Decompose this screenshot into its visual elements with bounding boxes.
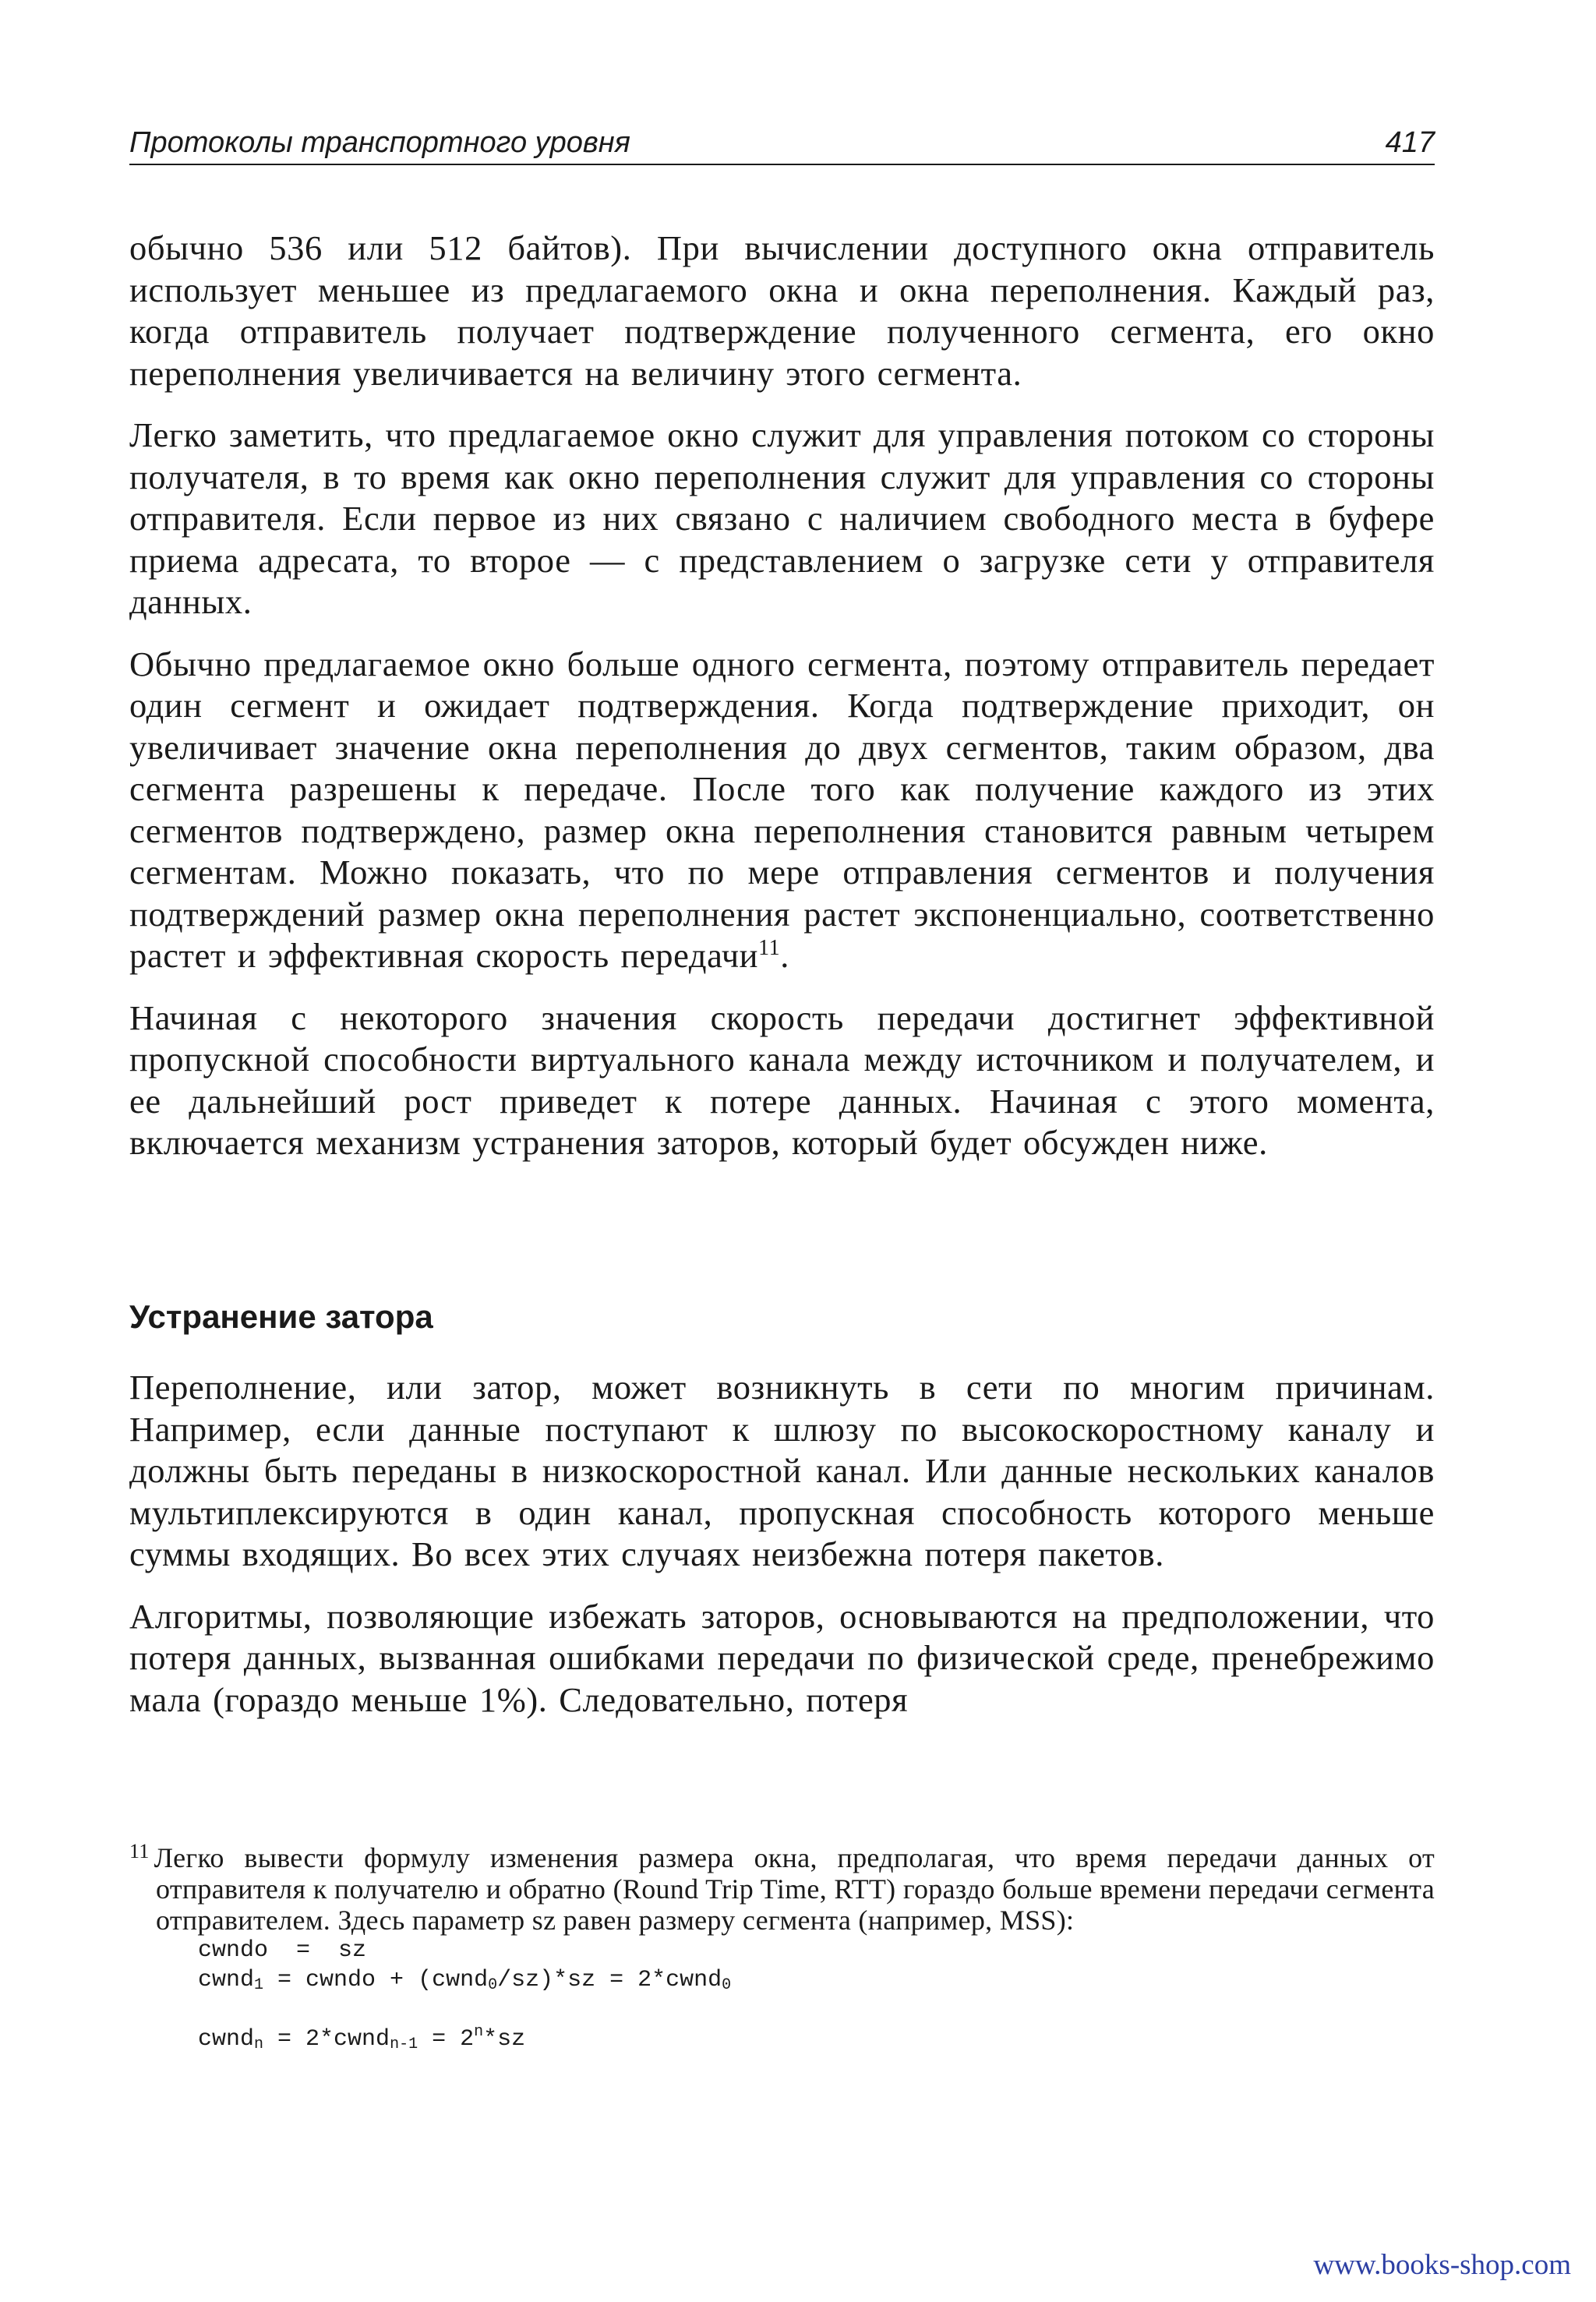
paragraph-4: Начиная с некоторого значения скорость передачи достигнет эффективной пропускной способности виртуального канала между источником и получателем, и ее дальнейший рост приведет к потере данных. Начиная с этого момента, включается механизм устранения заторов, который будет обсужден ниже. [129, 997, 1435, 1162]
section-paragraph-2: Алгоритмы, позволяющие избежать заторов, основываются на предположении, что потеря данных, вызванная ошибками передачи по физической среде, пренебрежимо мала (гораздо меньше 1%). Следовательно, потеря [129, 1596, 1435, 1719]
chapter-title: Протоколы транспортного уровня [129, 126, 630, 159]
running-header [129, 125, 1435, 165]
formula-line-2: cwnd$_1$ = cwndo + (cwnd$_0$/sz)*sz = 2*cwnd$_0$ [198, 1967, 732, 1994]
footnote-text-block [129, 1842, 1435, 1936]
main-text-block [129, 228, 1435, 1164]
footnote-mark: 11 [129, 1840, 150, 1862]
footnote-reference: 11 [758, 936, 781, 960]
footnote [129, 1842, 1435, 2054]
formula-block [129, 1936, 1435, 2054]
formula-line-3: cwnd$_n$ = 2*cwnd$_{n-1}$ = $2^n*sz$ [198, 2023, 526, 2053]
section-text-block [129, 1367, 1435, 1721]
formula-line-1: cwndo = sz [198, 1937, 367, 1964]
footnote-text: Легко вывести формулу изменения размера окна, предполагая, что время передачи данных от отправителя к получателю и обратно (Round Trip Time, RTT) гораздо больше времени передачи сегмента отправителем. Здесь параметр sz равен размеру сегмента (например, MSS): [154, 1842, 1435, 1936]
section-heading: Устранение затора [129, 1298, 433, 1335]
paragraph-3: Обычно предлагаемое окно больше одного сегмента, поэтому отправитель передает один сегмент и ожидает подтверждения. Когда подтверждение приходит, он увеличивает значение окна переполнения до двух сегментов, таким образом, два сегмента разрешены к передаче. После того как получение каждого из этих сегментов подтверждено, размер окна переполнения становится равным четырем сегментам. Можно показать, что по мере отправления сегментов и получения подтверждений размер окна переполнения растет экспоненциально, соответственно растет и эффективная скорость передачи$^{11}$. [129, 644, 1435, 975]
paragraph-2: Легко заметить, что предлагаемое окно служит для управления потоком со стороны получателя, в то время как окно переполнения служит для управления со стороны отправителя. Если первое из них связано с наличием свободного места в буфере приема адресата, то второе — с представлением о загрузке сети у отправителя данных. [129, 415, 1435, 621]
paragraph-1: обычно 536 или 512 байтов). При вычислении доступного окна отправитель использует меньшее из предлагаемого окна и окна переполнения. Каждый раз, когда отправитель получает подтверждение полученного сегмента, его окно переполнения увеличивается на величину этого сегмента. [129, 228, 1435, 393]
paragraph-3-text: Обычно предлагаемое окно больше одного сегмента, поэтому отправитель передает один сегмент и ожидает подтверждения. Когда подтверждение приходит, он увеличивает значение окна переполнения до двух сегментов, таким образом, два сегмента разрешены к передаче. После того как получение каждого из этих сегментов подтверждено, размер окна переполнения становится равным четырем сегментам. Можно показать, что по мере отправления сегментов и получения подтверждений размер окна переполнения растет экспоненциально, соответственно растет и эффективная скорость передачи [129, 644, 1435, 975]
section-paragraph-1: Переполнение, или затор, может возникнуть в сети по многим причинам. Например, если данные поступают к шлюзу по высокоскоростному каналу и должны быть переданы в низкоскоростной канал. Или данные нескольких каналов мультиплексируются в один канал, пропускная способность которого меньше суммы входящих. Во всех этих случаях неизбежна потеря пакетов. [129, 1368, 1435, 1573]
watermark-link[interactable]: www.books-shop.com [1313, 2249, 1571, 2281]
page-number: 417 [1385, 126, 1435, 159]
